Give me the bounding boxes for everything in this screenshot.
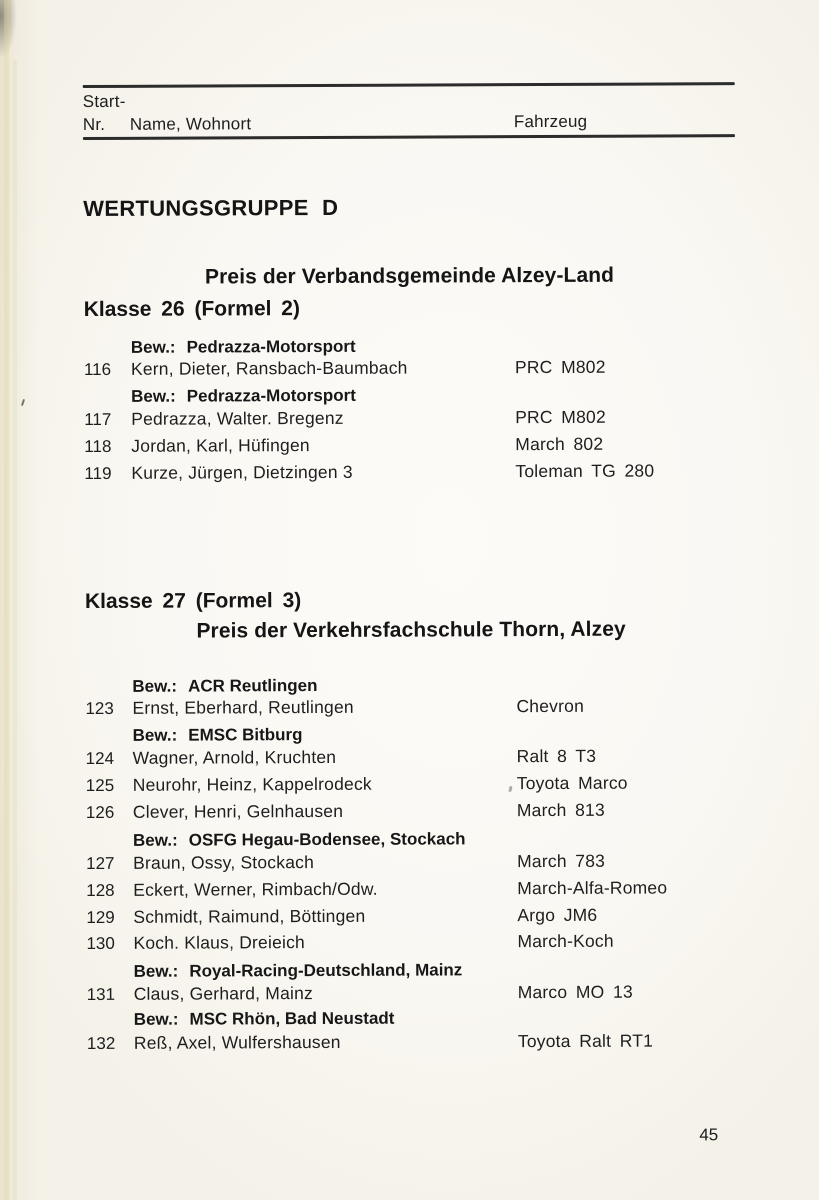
group-title: WERTUNGSGRUPPE D: [83, 194, 339, 222]
entry-row: [2, 981, 819, 1009]
vehicle: March-Alfa-Romeo: [517, 877, 668, 899]
start-number: 116: [83, 359, 112, 380]
vehicle: Toyota Marco: [516, 772, 628, 794]
start-number: 127: [86, 853, 115, 874]
vehicle: March 802: [515, 433, 604, 455]
driver-name: Kurze, Jürgen, Dietzingen 3: [131, 461, 353, 483]
page-number: 45: [699, 1125, 719, 1145]
driver-name: Schmidt, Raimund, Böttingen: [133, 905, 366, 927]
driver-name: Ernst, Eberhard, Reutlingen: [132, 696, 354, 718]
vehicle: March-Koch: [517, 930, 614, 952]
start-number: 130: [86, 933, 115, 954]
team-label: Bew.:: [131, 386, 176, 406]
entry-row: [0, 695, 819, 723]
driver-name: Neurohr, Heinz, Kappelrodeck: [132, 773, 372, 795]
team-name: Pedrazza-Motorsport: [186, 385, 356, 406]
start-number: 125: [85, 775, 115, 796]
entry-row: [1, 745, 819, 773]
driver-name: Koch. Klaus, Dreieich: [133, 932, 306, 953]
header-rule-bottom: [83, 134, 735, 140]
start-number: 126: [85, 802, 115, 823]
team-label: Bew.:: [130, 337, 176, 357]
vehicle: March 813: [516, 799, 605, 821]
column-header-name: Name, Wohnort: [129, 114, 252, 134]
prize-title: Preis der Verbandsgemeinde Alzey-Land: [204, 263, 615, 289]
entry-row: [2, 1030, 819, 1058]
vehicle: Marco MO 13: [517, 981, 633, 1003]
driver-name: Kern, Dieter, Ransbach-Baumbach: [130, 357, 408, 379]
column-header-vehicle: Fahrzeug: [513, 111, 588, 132]
start-number: 123: [85, 698, 114, 719]
team-name: OSFG Hegau-Bodensee, Stockach: [188, 829, 466, 850]
entry-row: [1, 772, 819, 800]
team-label: Bew.:: [132, 725, 178, 745]
entry-row: [1, 877, 819, 905]
entry-row: [1, 930, 819, 958]
vehicle: Argo JM6: [517, 904, 598, 926]
vehicle: March 783: [517, 850, 606, 872]
team-label: Bew.:: [133, 1009, 179, 1029]
start-number: 132: [86, 1033, 116, 1054]
start-number: 117: [84, 409, 112, 430]
vehicle: PRC M802: [514, 356, 606, 378]
class-title: Klasse 27 (Formel 3): [84, 589, 302, 614]
column-header-start: Start-: [82, 91, 126, 112]
vehicle: Ralt 8 T3: [516, 745, 597, 767]
prize-title: Preis der Verkehrsfachschule Thorn, Alzey: [196, 617, 626, 643]
column-header-nr: Nr.: [82, 114, 106, 135]
driver-name: Braun, Ossy, Stockach: [133, 852, 315, 873]
driver-name: Pedrazza, Walter. Bregenz: [131, 407, 344, 429]
entry-row: [0, 460, 818, 488]
entry-row: [1, 904, 819, 932]
entry-row: [1, 850, 819, 878]
driver-name: Reß, Axel, Wulfershausen: [133, 1031, 341, 1053]
start-number: 129: [86, 907, 115, 928]
team-name: MSC Rhön, Bad Neustadt: [189, 1008, 395, 1029]
team-label: Bew.:: [133, 961, 179, 981]
entry-row: [1, 799, 819, 827]
driver-name: Jordan, Karl, Hüfingen: [131, 435, 310, 456]
team-name: Pedrazza-Motorsport: [186, 336, 356, 357]
vehicle: Toleman TG 280: [515, 460, 655, 482]
team-name: Royal-Racing-Deutschland, Mainz: [189, 960, 463, 981]
driver-name: Claus, Gerhard, Mainz: [133, 983, 313, 1004]
start-number: 124: [85, 748, 115, 769]
vehicle: Chevron: [516, 695, 585, 717]
start-number: 118: [84, 436, 112, 457]
vehicle: Toyota Ralt RT1: [517, 1030, 654, 1052]
team-name: ACR Reutlingen: [188, 676, 318, 696]
vehicle: PRC M802: [515, 406, 606, 428]
team-label: Bew.:: [132, 676, 178, 696]
start-number: 131: [86, 984, 116, 1005]
team-label: Bew.:: [132, 830, 178, 850]
entry-row: [0, 356, 818, 384]
header-rule-top: [83, 82, 735, 88]
driver-name: Clever, Henri, Gelnhausen: [132, 800, 344, 822]
start-number: 119: [84, 463, 112, 484]
entry-row: [0, 433, 818, 461]
driver-name: Wagner, Arnold, Kruchten: [132, 746, 337, 768]
driver-name: Eckert, Werner, Rimbach/Odw.: [133, 878, 378, 900]
entry-row: [0, 406, 818, 434]
start-number: 128: [86, 880, 115, 901]
team-name: EMSC Bitburg: [188, 725, 303, 745]
class-title: Klasse 26 (Formel 2): [83, 297, 301, 322]
